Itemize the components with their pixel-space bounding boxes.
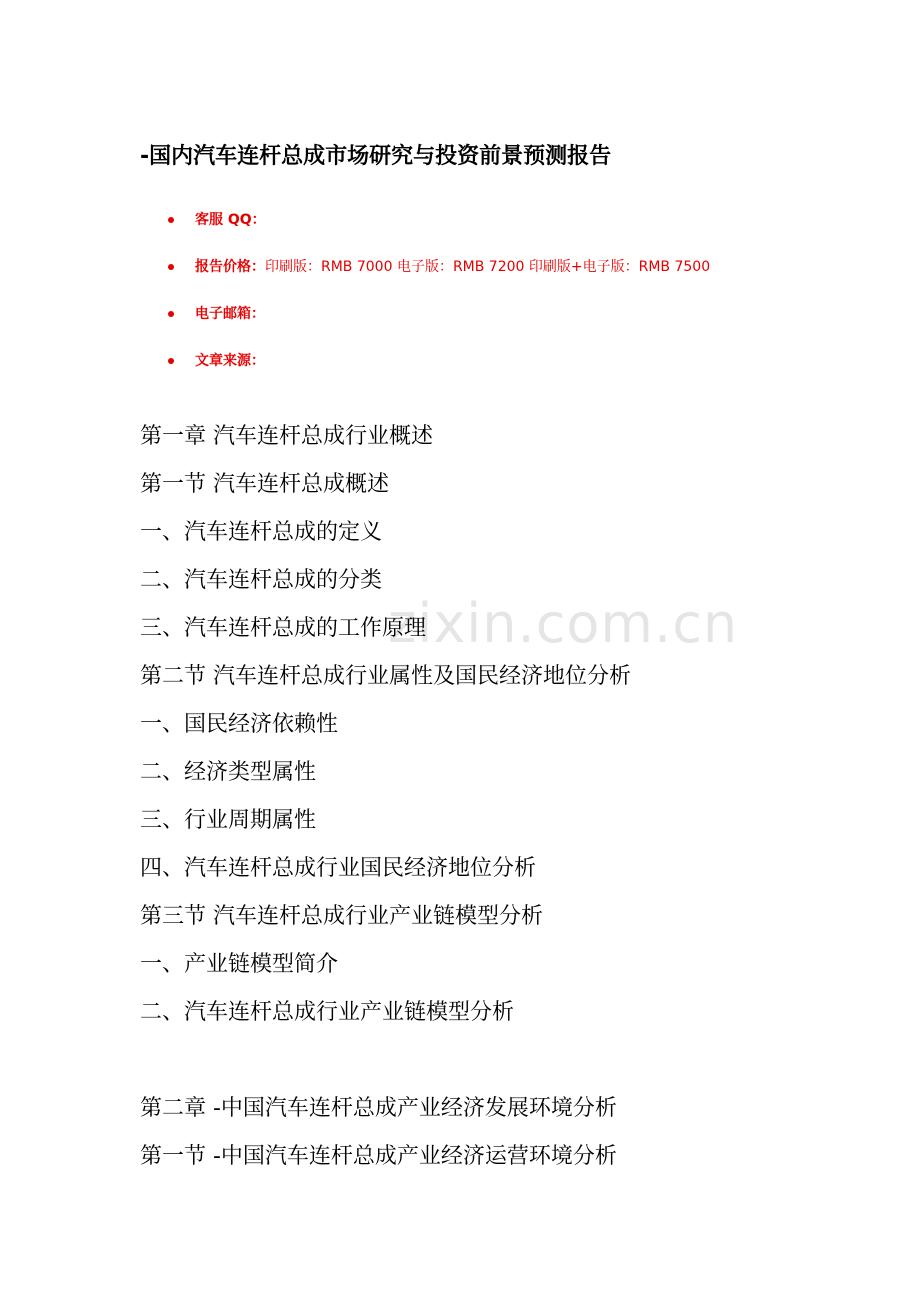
bullet-icon [168,264,174,270]
info-label-qq: 客服 QQ： [195,212,266,228]
toc-item: 一、国民经济依赖性 [140,712,339,737]
info-value-price: 印刷版：RMB 7000 电子版：RMB 7200 印刷版+电子版：RMB 7500 [265,259,711,275]
info-label-source: 文章来源： [195,353,265,369]
bullet-icon [168,358,174,364]
report-title: -国内汽车连杆总成市场研究与投资前景预测报告 [140,144,612,169]
bullet-icon [168,311,174,317]
toc-item: 三、行业周期属性 [140,808,317,833]
toc-section-heading: 第一节 -中国汽车连杆总成产业经济运营环境分析 [140,1144,617,1169]
toc-item: 三、汽车连杆总成的工作原理 [140,616,427,641]
toc-item: 一、产业链模型简介 [140,952,339,977]
toc-chapter-heading: 第一章 汽车连杆总成行业概述 [140,424,433,449]
info-label-price: 报告价格： [195,259,265,275]
toc-item: 二、汽车连杆总成的分类 [140,568,383,593]
bullet-icon [168,217,174,223]
toc-item: 二、经济类型属性 [140,760,317,785]
toc-item: 四、汽车连杆总成行业国民经济地位分析 [140,856,537,881]
toc-section-heading: 第三节 汽车连杆总成行业产业链模型分析 [140,904,543,929]
toc-section-heading: 第一节 汽车连杆总成概述 [140,472,389,497]
toc-chapter-heading: 第二章 -中国汽车连杆总成产业经济发展环境分析 [140,1096,617,1121]
toc-spacer [140,1042,631,1090]
table-of-contents [140,418,631,1186]
toc-item: 二、汽车连杆总成行业产业链模型分析 [140,1000,515,1025]
toc-item: 一、汽车连杆总成的定义 [140,520,383,545]
toc-section-heading: 第二节 汽车连杆总成行业属性及国民经济地位分析 [140,664,631,689]
watermark: zixin.com.cn [388,592,739,655]
info-label-email: 电子邮箱： [195,306,265,322]
